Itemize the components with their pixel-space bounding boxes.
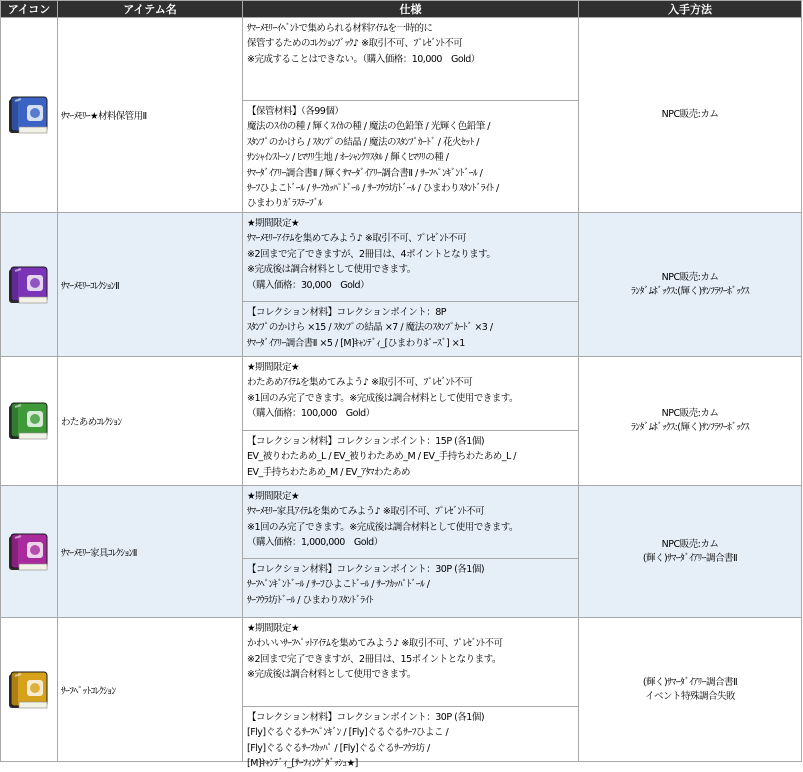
header-spec: 仕様 bbox=[243, 1, 579, 18]
spec-line: ※2回まで完了できますが、2冊目は、15ポイントとなります。 bbox=[247, 653, 501, 665]
spec-materials bbox=[243, 558, 578, 617]
material-line: [Fly]ぐるぐるｻｰﾌﾍﾟﾝｷﾞﾝ / [Fly]ぐるぐるｻｰﾌひよこ / bbox=[247, 727, 449, 739]
obtain-method: イベント特殊調合失敗 bbox=[644, 690, 735, 702]
item-icon-cell bbox=[1, 18, 58, 213]
table-row bbox=[1, 486, 802, 618]
obtain-method: NPC販売:カム bbox=[661, 408, 719, 419]
material-line: 【コレクション材料】コレクションポイント：30P (各1個) bbox=[247, 712, 485, 723]
item-name: ｻﾏｰﾒﾓﾘｰｺﾚｸｼｮﾝⅡ bbox=[58, 213, 243, 357]
spec-line: ※完成後は調合材料として使用できます。 bbox=[247, 669, 416, 681]
spec-description bbox=[243, 618, 578, 706]
material-line: 【コレクション材料】コレクションポイント：15P (各1個) bbox=[247, 436, 485, 447]
spec-description bbox=[243, 18, 578, 100]
table-row bbox=[1, 18, 802, 213]
item-obtain bbox=[579, 18, 802, 213]
item-spec bbox=[243, 213, 579, 357]
spec-materials bbox=[243, 706, 578, 770]
table-row bbox=[1, 213, 802, 357]
obtain-method: NPC販売:カム bbox=[661, 538, 719, 550]
spec-line: 保管するためのｺﾚｸｼｮﾝﾌﾞｯｸ♪ ※取引不可、ﾌﾟﾚｾﾞﾝﾄ不可 bbox=[247, 38, 463, 50]
material-line: 【コレクション材料】コレクションポイント：30P (各1個) bbox=[247, 564, 485, 575]
spec-line: ※1回のみ完了できます。※完成後は調合材料として使用できます。 bbox=[247, 392, 518, 404]
spec-line: ※2回まで完了できますが、2冊目は、4ポイントとなります。 bbox=[247, 248, 496, 260]
table-row bbox=[1, 618, 802, 762]
obtain-method: NPC販売:カム bbox=[661, 109, 719, 120]
spec-materials bbox=[243, 301, 578, 356]
spec-description bbox=[243, 486, 578, 558]
blue-book-icon bbox=[5, 91, 53, 139]
spec-line: ※1回のみ完了できます。※完成後は調合材料として使用できます。 bbox=[247, 521, 518, 533]
spec-line: ｻﾏｰﾒﾓﾘｰｱｲﾃﾑを集めてみよう♪ ※取引不可、ﾌﾟﾚｾﾞﾝﾄ不可 bbox=[247, 233, 467, 245]
material-line: EV_手持ちわたあめ_M / EV_ｱﾀﾏわたあめ bbox=[247, 466, 410, 478]
spec-line: ※完成後は調合材料として使用できます。 bbox=[247, 264, 416, 276]
spec-line: ★期間限定★ bbox=[247, 623, 300, 634]
spec-line: ★期間限定★ bbox=[247, 491, 300, 502]
material-line: [M]ｷｬﾝﾃﾞｨ_[ｻｰﾌｨﾝｸﾞﾀﾞｯｼｭ★] bbox=[247, 758, 358, 770]
spec-materials bbox=[243, 100, 578, 212]
item-spec bbox=[243, 18, 579, 213]
magenta-book-icon bbox=[5, 528, 53, 576]
material-line: [Fly]ぐるぐるｻｰﾌｶｯﾊﾟ / [Fly]ぐるぐるｻｰﾌｳﾗ坊 / bbox=[247, 742, 430, 754]
material-line: 【保管材料】（各99個） bbox=[247, 106, 344, 117]
material-line: 魔法のｽｲｶの種 / 輝くｽｲｶの種 / 魔法の色鉛筆 / 光輝く色鉛筆 / bbox=[247, 121, 490, 133]
material-line: 【コレクション材料】コレクションポイント：8P bbox=[247, 307, 447, 318]
obtain-method: ﾗﾝﾀﾞﾑﾎﾞｯｸｽ:(輝く)ｻﾝﾌﾗﾜｰﾎﾞｯｸｽ bbox=[631, 422, 749, 433]
item-icon-cell bbox=[1, 618, 58, 762]
item-name: ｻｰﾌﾍﾟｯﾄｺﾚｸｼｮﾝ bbox=[58, 618, 243, 762]
material-line: ｻｰﾌﾍﾟﾝｷﾞﾝﾄﾞｰﾙ / ｻｰﾌひよこﾄﾞｰﾙ / ｻｰﾌｶｯﾊﾟﾄﾞｰﾙ / bbox=[247, 579, 430, 591]
material-line: ｻｰﾌｳﾗ坊ﾄﾞｰﾙ / ひまわりｽﾀﾝﾄﾞﾗｲﾄ bbox=[247, 594, 373, 606]
item-icon-cell bbox=[1, 486, 58, 618]
spec-description bbox=[243, 357, 578, 430]
spec-line: かわいいｻｰﾌﾍﾟｯﾄｱｲﾃﾑを集めてみよう♪ ※取引不可、ﾌﾟﾚｾﾞﾝﾄ不可 bbox=[247, 638, 503, 650]
item-spec bbox=[243, 618, 579, 770]
material-line: ｻﾝｼｬｲﾝｽﾄｰﾝ / ﾋﾏﾜﾘ生地 / ｵｰｼｬﾝｸﾘｽﾀﾙ / 輝くﾋﾏﾜﾘの種 / bbox=[247, 152, 449, 164]
obtain-method: (輝く)ｻﾏｰﾀﾞｲｱﾘｰ調合書Ⅱ bbox=[642, 676, 738, 688]
obtain-method: ﾗﾝﾀﾞﾑﾎﾞｯｸｽ:(輝く)ｻﾝﾌﾗﾜｰﾎﾞｯｸｽ bbox=[631, 285, 749, 297]
item-icon-cell bbox=[1, 213, 58, 357]
material-line: ｻﾏｰﾀﾞｲｱﾘｰ調合書Ⅱ ×5 / [M]ｷｬﾝﾃﾞｨ_[ひまわりﾎﾟｰｽﾞ] ×1 bbox=[247, 337, 465, 349]
spec-line: ★期間限定★ bbox=[247, 218, 300, 229]
table-row bbox=[1, 357, 802, 486]
obtain-method: NPC販売:カム bbox=[661, 271, 719, 283]
green-book-icon bbox=[5, 397, 53, 445]
material-line: ひまわりｶﾞﾗｽﾃｰﾌﾞﾙ bbox=[247, 198, 323, 210]
item-icon-cell bbox=[1, 357, 58, 486]
material-line: ｻｰﾌひよこﾄﾞｰﾙ / ｻｰﾌｶｯﾊﾟﾄﾞｰﾙ / ｻｰﾌｳﾗ坊ﾄﾞｰﾙ / ひまわりｽﾀﾝﾄﾞﾗｲﾄ / bbox=[247, 183, 499, 195]
header-name: アイテム名 bbox=[58, 1, 243, 18]
purple-book-icon bbox=[5, 261, 53, 309]
spec-line: ｻﾏｰﾒﾓﾘｰ家具ｱｲﾃﾑを集めてみよう♪ ※取引不可、ﾌﾟﾚｾﾞﾝﾄ不可 bbox=[247, 506, 485, 518]
material-line: EV_被りわたあめ_L / EV_被りわたあめ_M / EV_手持ちわたあめ_L / bbox=[247, 451, 516, 463]
item-obtain bbox=[579, 618, 802, 762]
spec-line: （購入価格：30,000 Gold） bbox=[247, 279, 370, 291]
spec-description bbox=[243, 213, 578, 301]
header-row bbox=[1, 1, 802, 18]
item-spec bbox=[243, 357, 579, 486]
item-name: ｻﾏｰﾒﾓﾘｰ★材料保管用Ⅱ bbox=[58, 18, 243, 213]
spec-line: ★期間限定★ bbox=[247, 362, 300, 373]
header-obtain: 入手方法 bbox=[579, 1, 802, 18]
yellow-book-icon bbox=[5, 666, 53, 714]
item-obtain bbox=[579, 213, 802, 357]
material-line: ｽﾀﾝﾌﾟのかけら / ｽﾀﾝﾌﾟの結晶 / 魔法のｽﾀﾝﾌﾟｶｰﾄﾞ / 花火ｾｯﾄ / bbox=[247, 136, 479, 148]
header-icon: アイコン bbox=[1, 1, 58, 18]
spec-line: （購入価格：100,000 Gold） bbox=[247, 408, 375, 420]
item-obtain bbox=[579, 357, 802, 486]
material-line: ｻﾏｰﾀﾞｲｱﾘｰ調合書Ⅱ / 輝くｻﾏｰﾀﾞｲｱﾘｰ調合書Ⅱ / ｻｰﾌﾍﾟﾝｷﾞﾝﾄﾞｰﾙ / bbox=[247, 167, 483, 179]
item-name: ｻﾏｰﾒﾓﾘｰ家具ｺﾚｸｼｮﾝⅡ bbox=[58, 486, 243, 618]
item-obtain bbox=[579, 486, 802, 618]
spec-materials bbox=[243, 430, 578, 485]
spec-line: （購入価格：1,000,000 Gold） bbox=[247, 537, 383, 549]
spec-line: わたあめｱｲﾃﾑを集めてみよう♪ ※取引不可、ﾌﾟﾚｾﾞﾝﾄ不可 bbox=[247, 377, 473, 389]
spec-line: ※完成することはできない。（購入価格：10,000 Gold） bbox=[247, 53, 480, 65]
item-spec bbox=[243, 486, 579, 618]
obtain-method: (輝く)ｻﾏｰﾀﾞｲｱﾘｰ調合書Ⅱ bbox=[642, 552, 738, 564]
item-name: わたあめｺﾚｸｼｮﾝ bbox=[58, 357, 243, 486]
spec-line: ｻﾏｰﾒﾓﾘｰｲﾍﾞﾝﾄで集められる材料ｱｲﾃﾑを一時的に bbox=[247, 23, 433, 34]
material-line: ｽﾀﾝﾌﾟのかけら ×15 / ｽﾀﾝﾌﾟの結晶 ×7 / 魔法のｽﾀﾝﾌﾟｶｰﾄﾞ ×3 / bbox=[247, 322, 493, 334]
